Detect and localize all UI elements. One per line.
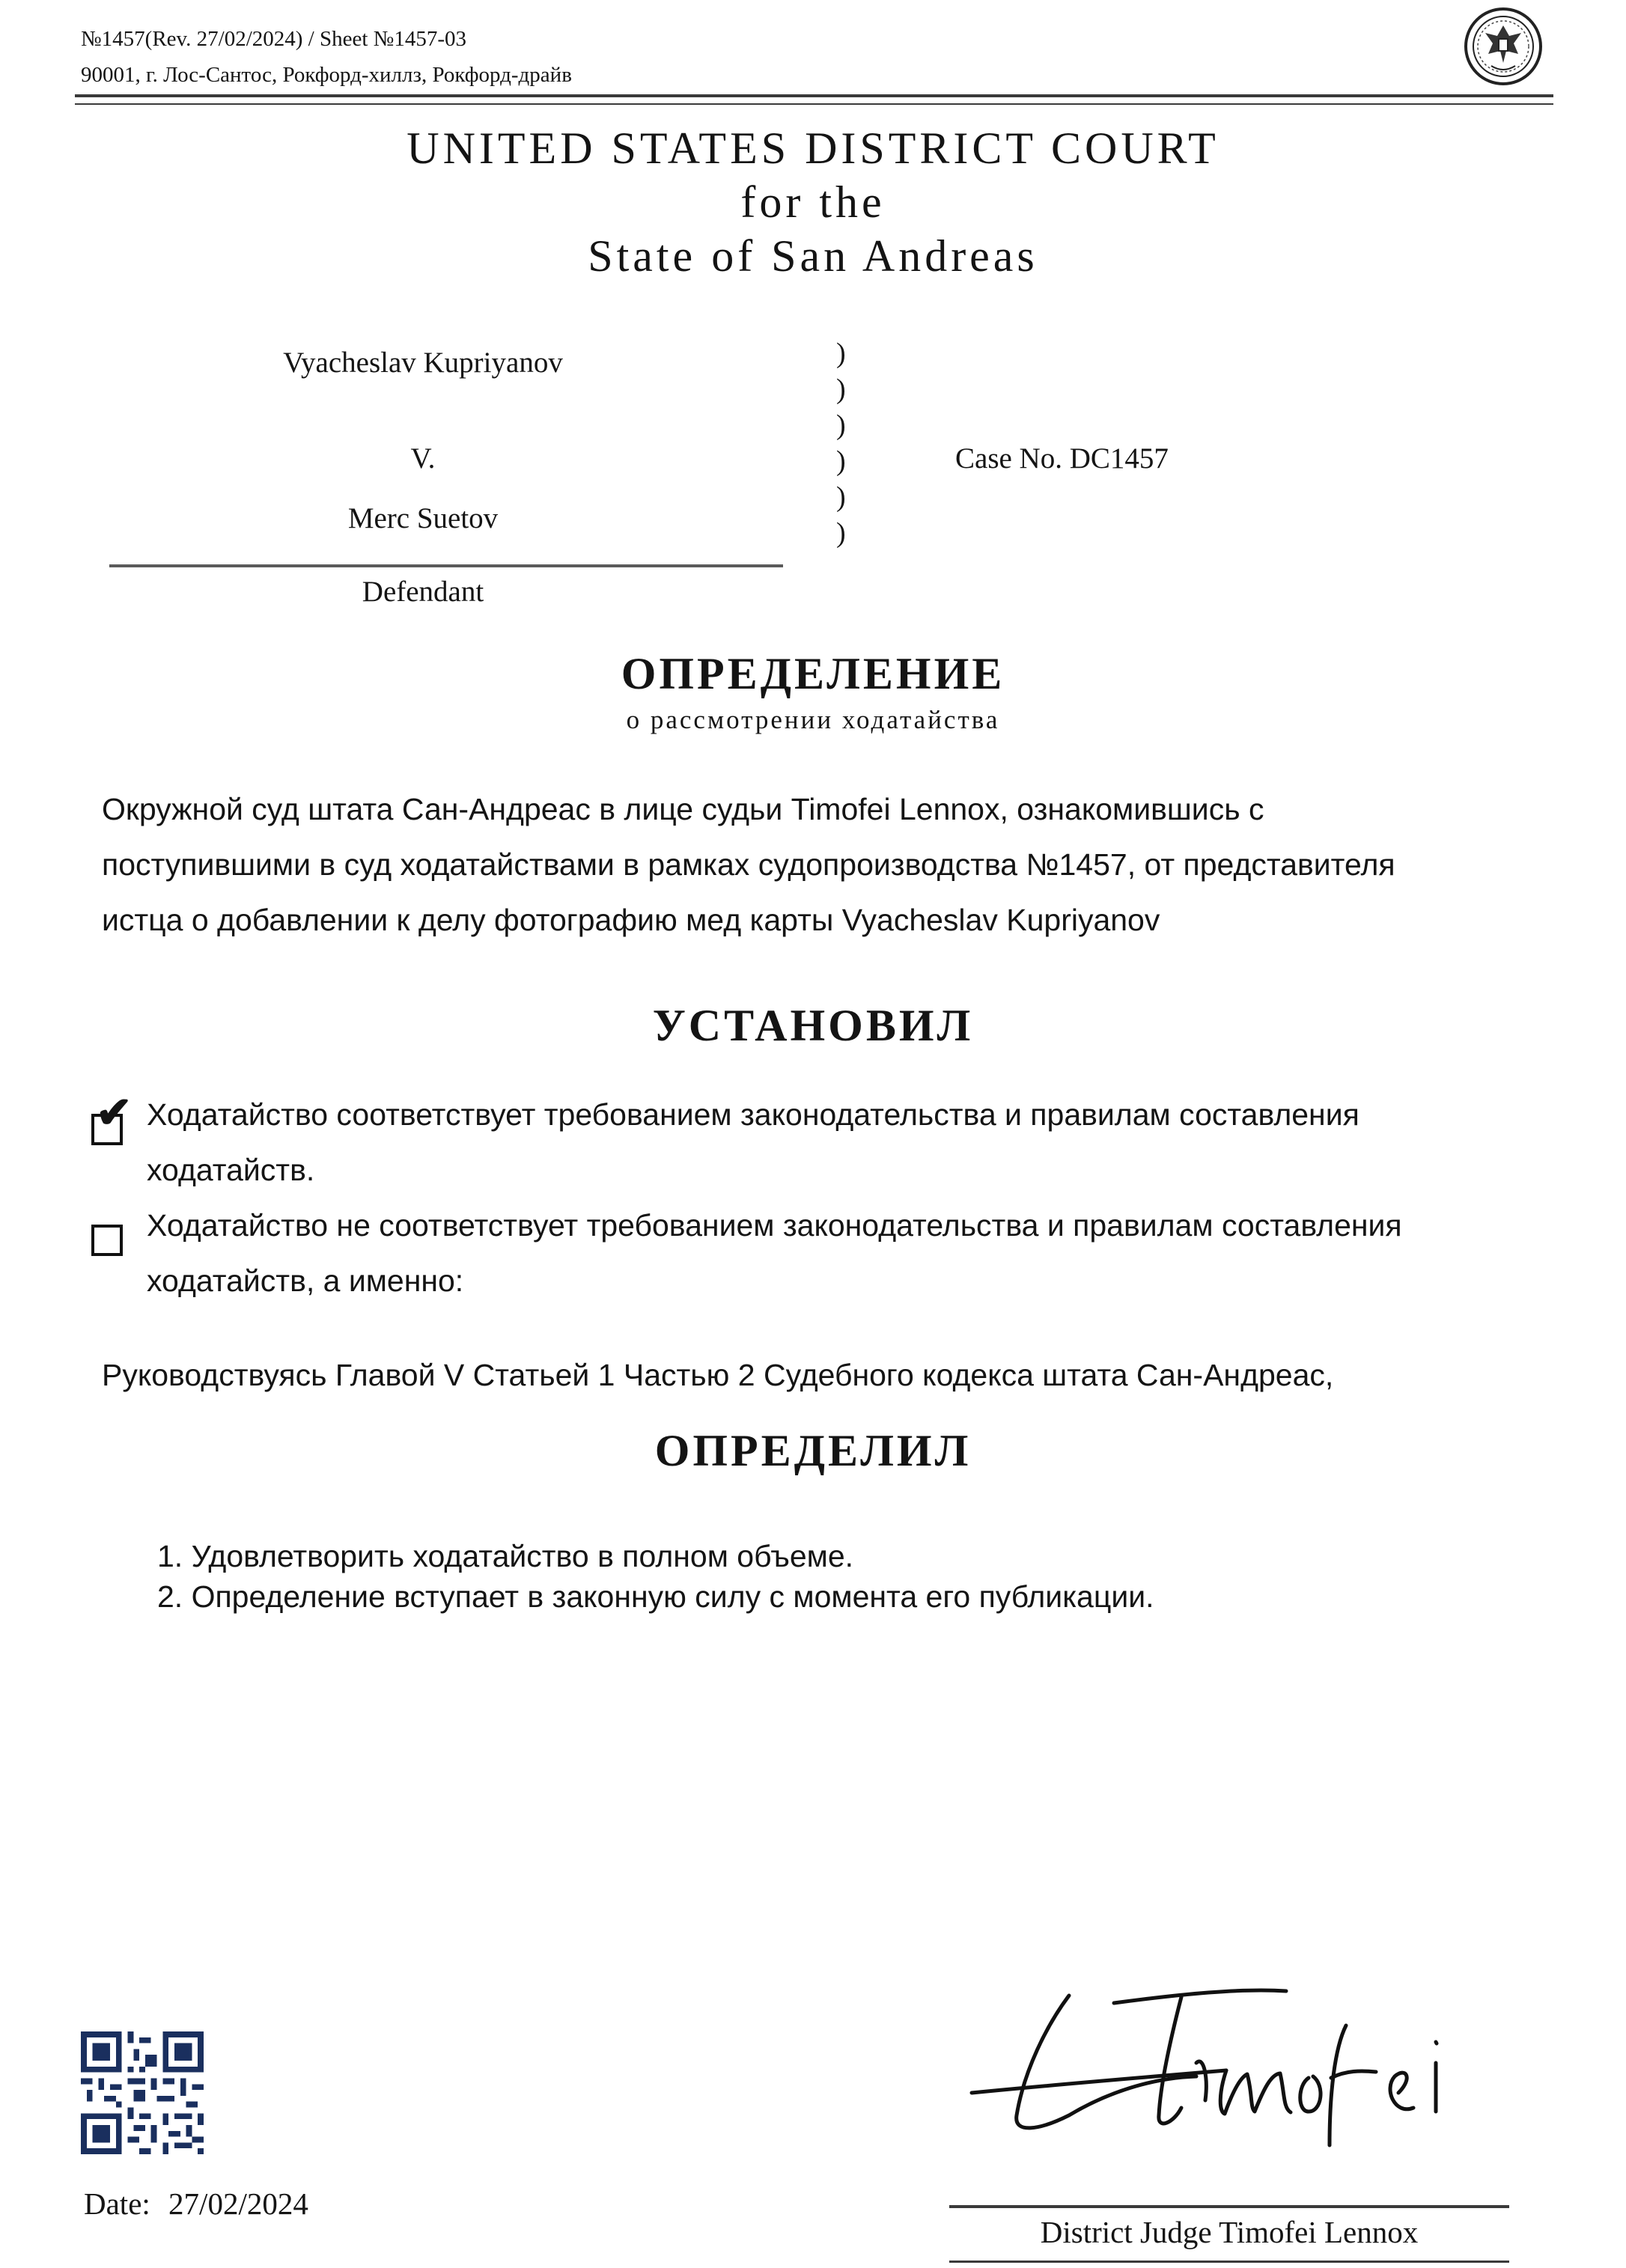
date-label: Date:: [84, 2186, 150, 2221]
date-row: [84, 2186, 308, 2222]
court-address: 90001, г. Лос-Сантос, Рокфорд-хиллз, Рокфорд-драйв: [81, 63, 572, 87]
case-number: Case No. DC1457: [955, 442, 1169, 475]
qr-code-icon: [81, 2031, 204, 2154]
defendant-name: Merc Suetov: [347, 502, 499, 534]
form-reference: №1457(Rev. 27/02/2024) / Sheet №1457-03: [81, 27, 466, 51]
document-title: ОПРЕДЕЛЕНИЕ: [621, 649, 1005, 698]
header-rule-top: [75, 94, 1553, 97]
signature-rule: [949, 2205, 1509, 2208]
guided-by-text: Руководствуясь Главой V Статьей 1 Частью 2 Судебного кодекса штата Сан-Андреас,: [102, 1358, 1334, 1392]
header-rule-bottom: [75, 103, 1553, 105]
intro-line: поступившими в суд ходатайствами в рамках судопроизводства №1457, от представителя: [102, 847, 1395, 882]
caption-rule: [109, 564, 783, 567]
caption-paren: ): [836, 409, 846, 441]
option-compliant-text: ходатайств.: [147, 1153, 315, 1187]
intro-line: истца о добавлении к делу фотографию мед карты Vyacheslav Kupriyanov: [102, 903, 1160, 937]
court-seal-icon: [1463, 6, 1544, 87]
intro-line: Окружной суд штата Сан-Андреас в лице судьи Timofei Lennox, ознакомившись с: [102, 792, 1264, 826]
court-for-the: for the: [740, 177, 886, 227]
option-noncompliant-checkbox: [91, 1225, 123, 1256]
caption-paren: ): [836, 374, 846, 405]
caption-paren: ): [836, 481, 846, 513]
plaintiff-name: Vyacheslav Kupriyanov: [283, 347, 563, 379]
caption-paren: ): [836, 445, 846, 477]
footer-rule: [949, 2261, 1509, 2263]
defendant-label: Defendant: [362, 576, 484, 608]
document-subtitle: о рассмотрении ходатайства: [626, 705, 1000, 734]
decision-item: 2. Определение вступает в законную силу с момента его публикации.: [157, 1579, 1154, 1614]
decision-item: 1. Удовлетворить ходатайство в полном объеме.: [157, 1539, 854, 1573]
versus-label: V.: [410, 442, 436, 475]
caption-paren: ): [836, 338, 846, 369]
established-heading: УСТАНОВИЛ: [652, 1001, 974, 1050]
caption-paren: ): [836, 517, 846, 549]
judge-name: District Judge Timofei Lennox: [1040, 2215, 1419, 2249]
court-name: UNITED STATES DISTRICT COURT: [406, 124, 1220, 173]
option-noncompliant-text: Ходатайство не соответствует требованием законодательства и правилам составления: [147, 1208, 1402, 1243]
decided-heading: ОПРЕДЕЛИЛ: [654, 1426, 972, 1475]
judge-signature: [957, 1981, 1511, 2160]
option-compliant-text: Ходатайство соответствует требованием законодательства и правилам составления: [147, 1097, 1359, 1132]
court-state: State of San Andreas: [588, 231, 1038, 281]
option-noncompliant-text: ходатайств, а именно:: [147, 1263, 464, 1298]
checkmark-icon: ✔: [96, 1088, 133, 1137]
date-value: 27/02/2024: [168, 2186, 308, 2221]
